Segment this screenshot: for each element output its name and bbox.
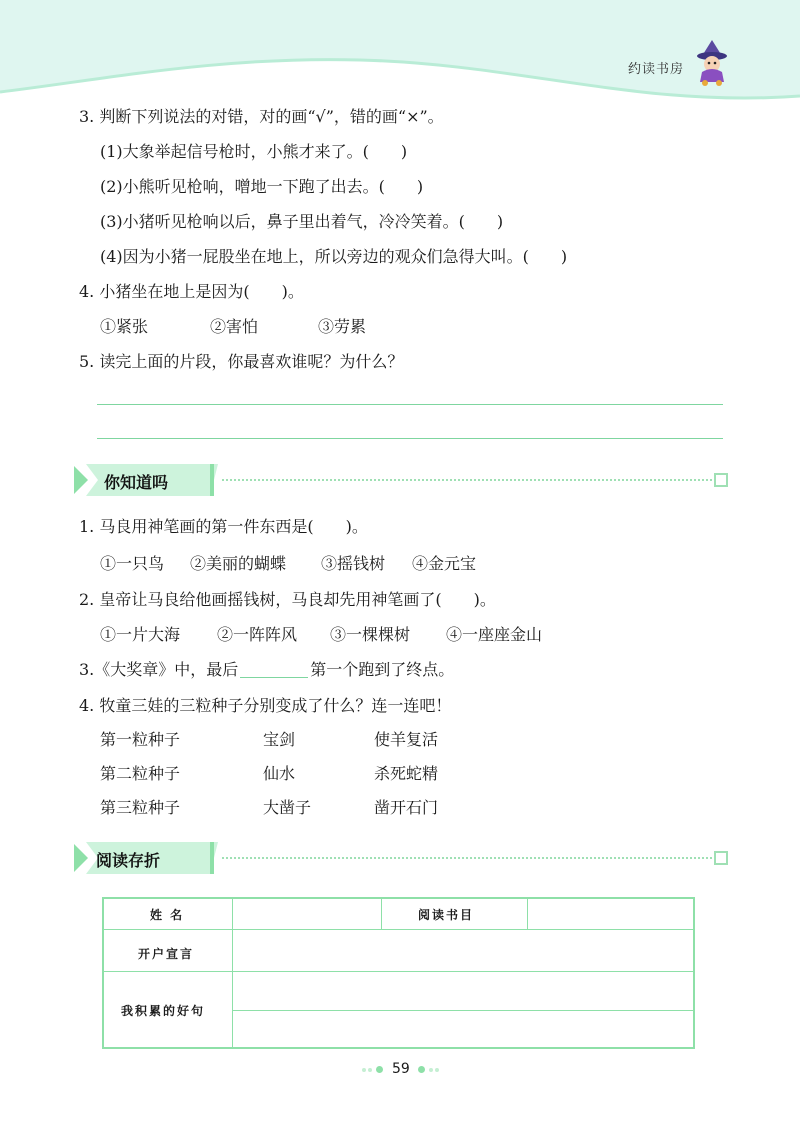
s1-q4-stem: 4. 牧童三娃的三粒种子分别变成了什么？连一连吧！ — [79, 696, 452, 715]
q3-item-1: (1)大象举起信号枪时，小熊才来了。( ) — [100, 142, 408, 161]
reading-passbook-table — [102, 897, 695, 1049]
name-input-cell[interactable] — [234, 900, 379, 928]
wizard-mascot-icon — [694, 40, 730, 86]
seed-label-2: 第二粒种子 — [100, 764, 181, 783]
q4-option-3: ③劳累 — [318, 317, 367, 336]
effect-item-3: 凿开石门 — [374, 798, 439, 817]
answer-line-1[interactable] — [97, 404, 723, 405]
book-label: 阅读书目 — [418, 908, 475, 922]
page-dot — [435, 1068, 439, 1072]
s1-q2-option-3: ③一棵棵树 — [330, 625, 411, 644]
oath-input-cell[interactable] — [234, 931, 693, 969]
table-rule — [232, 899, 233, 1047]
match-item-2: 仙水 — [263, 764, 296, 783]
q4-option-2: ②害怕 — [210, 317, 259, 336]
header-band — [0, 0, 800, 110]
q4-stem: 4. 小猪坐在地上是因为( )。 — [79, 282, 304, 301]
section-title-1: 你知道吗 — [104, 473, 169, 492]
section-header-1 — [74, 464, 734, 496]
sentence-input-cell-1[interactable] — [234, 973, 693, 1009]
s1-q1-option-2: ②美丽的蝴蝶 — [190, 554, 287, 573]
q4-option-1: ①紧张 — [100, 317, 149, 336]
table-rule — [232, 1010, 693, 1011]
s1-q2-stem: 2. 皇帝让马良给他画摇钱树，马良却先用神笔画了( )。 — [79, 590, 496, 609]
match-item-3: 大凿子 — [263, 798, 312, 817]
seed-label-1: 第一粒种子 — [100, 730, 181, 749]
s1-q1-option-4: ④金元宝 — [412, 554, 477, 573]
effect-item-1: 使羊复活 — [374, 730, 439, 749]
s1-q2-option-4: ④一座座金山 — [446, 625, 543, 644]
section-title-2: 阅读存折 — [96, 851, 161, 870]
table-rule — [381, 899, 382, 929]
s1-q1-stem: 1. 马良用神笔画的第一件东西是( )。 — [79, 517, 368, 536]
q5-stem: 5. 读完上面的片段，你最喜欢谁呢？为什么？ — [79, 352, 404, 371]
q3-item-4: (4)因为小猪一屁股坐在地上，所以旁边的观众们急得大叫。( ) — [100, 247, 568, 266]
oath-label: 开户宣言 — [138, 947, 195, 961]
section-divider-dots — [222, 857, 712, 859]
sentence-input-cell-2[interactable] — [234, 1012, 693, 1046]
s1-q3 — [79, 660, 454, 680]
s1-q1-option-1: ①一只鸟 — [100, 554, 165, 573]
s1-q2-option-2: ②一阵阵风 — [217, 625, 298, 644]
section-divider-dots — [222, 479, 712, 481]
table-rule — [104, 929, 693, 930]
header-label: 约读书房 — [628, 62, 685, 77]
s1-q3-pre: 3.《大奖章》中，最后 — [79, 660, 239, 679]
name-label: 姓 名 — [150, 908, 185, 922]
seed-label-3: 第三粒种子 — [100, 798, 181, 817]
q3-item-2: (2)小熊听见枪响，噌地一下跑了出去。( ) — [100, 177, 424, 196]
s1-q3-post: 第一个跑到了终点。 — [310, 660, 455, 679]
s1-q2-option-1: ①一片大海 — [100, 625, 181, 644]
effect-item-2: 杀死蛇精 — [374, 764, 439, 783]
page-dot — [429, 1068, 433, 1072]
page-dot — [362, 1068, 366, 1072]
page-number: 59 — [392, 1061, 410, 1077]
fill-blank[interactable] — [240, 661, 308, 678]
section-header-2 — [74, 842, 734, 874]
match-item-1: 宝剑 — [263, 730, 296, 749]
book-input-cell[interactable] — [529, 900, 693, 928]
answer-line-2[interactable] — [97, 438, 723, 439]
page-dot — [376, 1066, 383, 1073]
table-rule — [527, 899, 528, 929]
q3-stem: 3. 判断下列说法的对错，对的画“√”，错的画“×”。 — [79, 107, 444, 126]
s1-q1-option-3: ③摇钱树 — [321, 554, 386, 573]
section-end-box — [714, 851, 728, 865]
section-end-box — [714, 473, 728, 487]
sentences-label: 我积累的好句 — [121, 1004, 206, 1018]
table-rule — [104, 971, 693, 972]
q3-item-3: (3)小猪听见枪响以后，鼻子里出着气，冷冷笑着。( ) — [100, 212, 504, 231]
page-dot — [368, 1068, 372, 1072]
page-dot — [418, 1066, 425, 1073]
